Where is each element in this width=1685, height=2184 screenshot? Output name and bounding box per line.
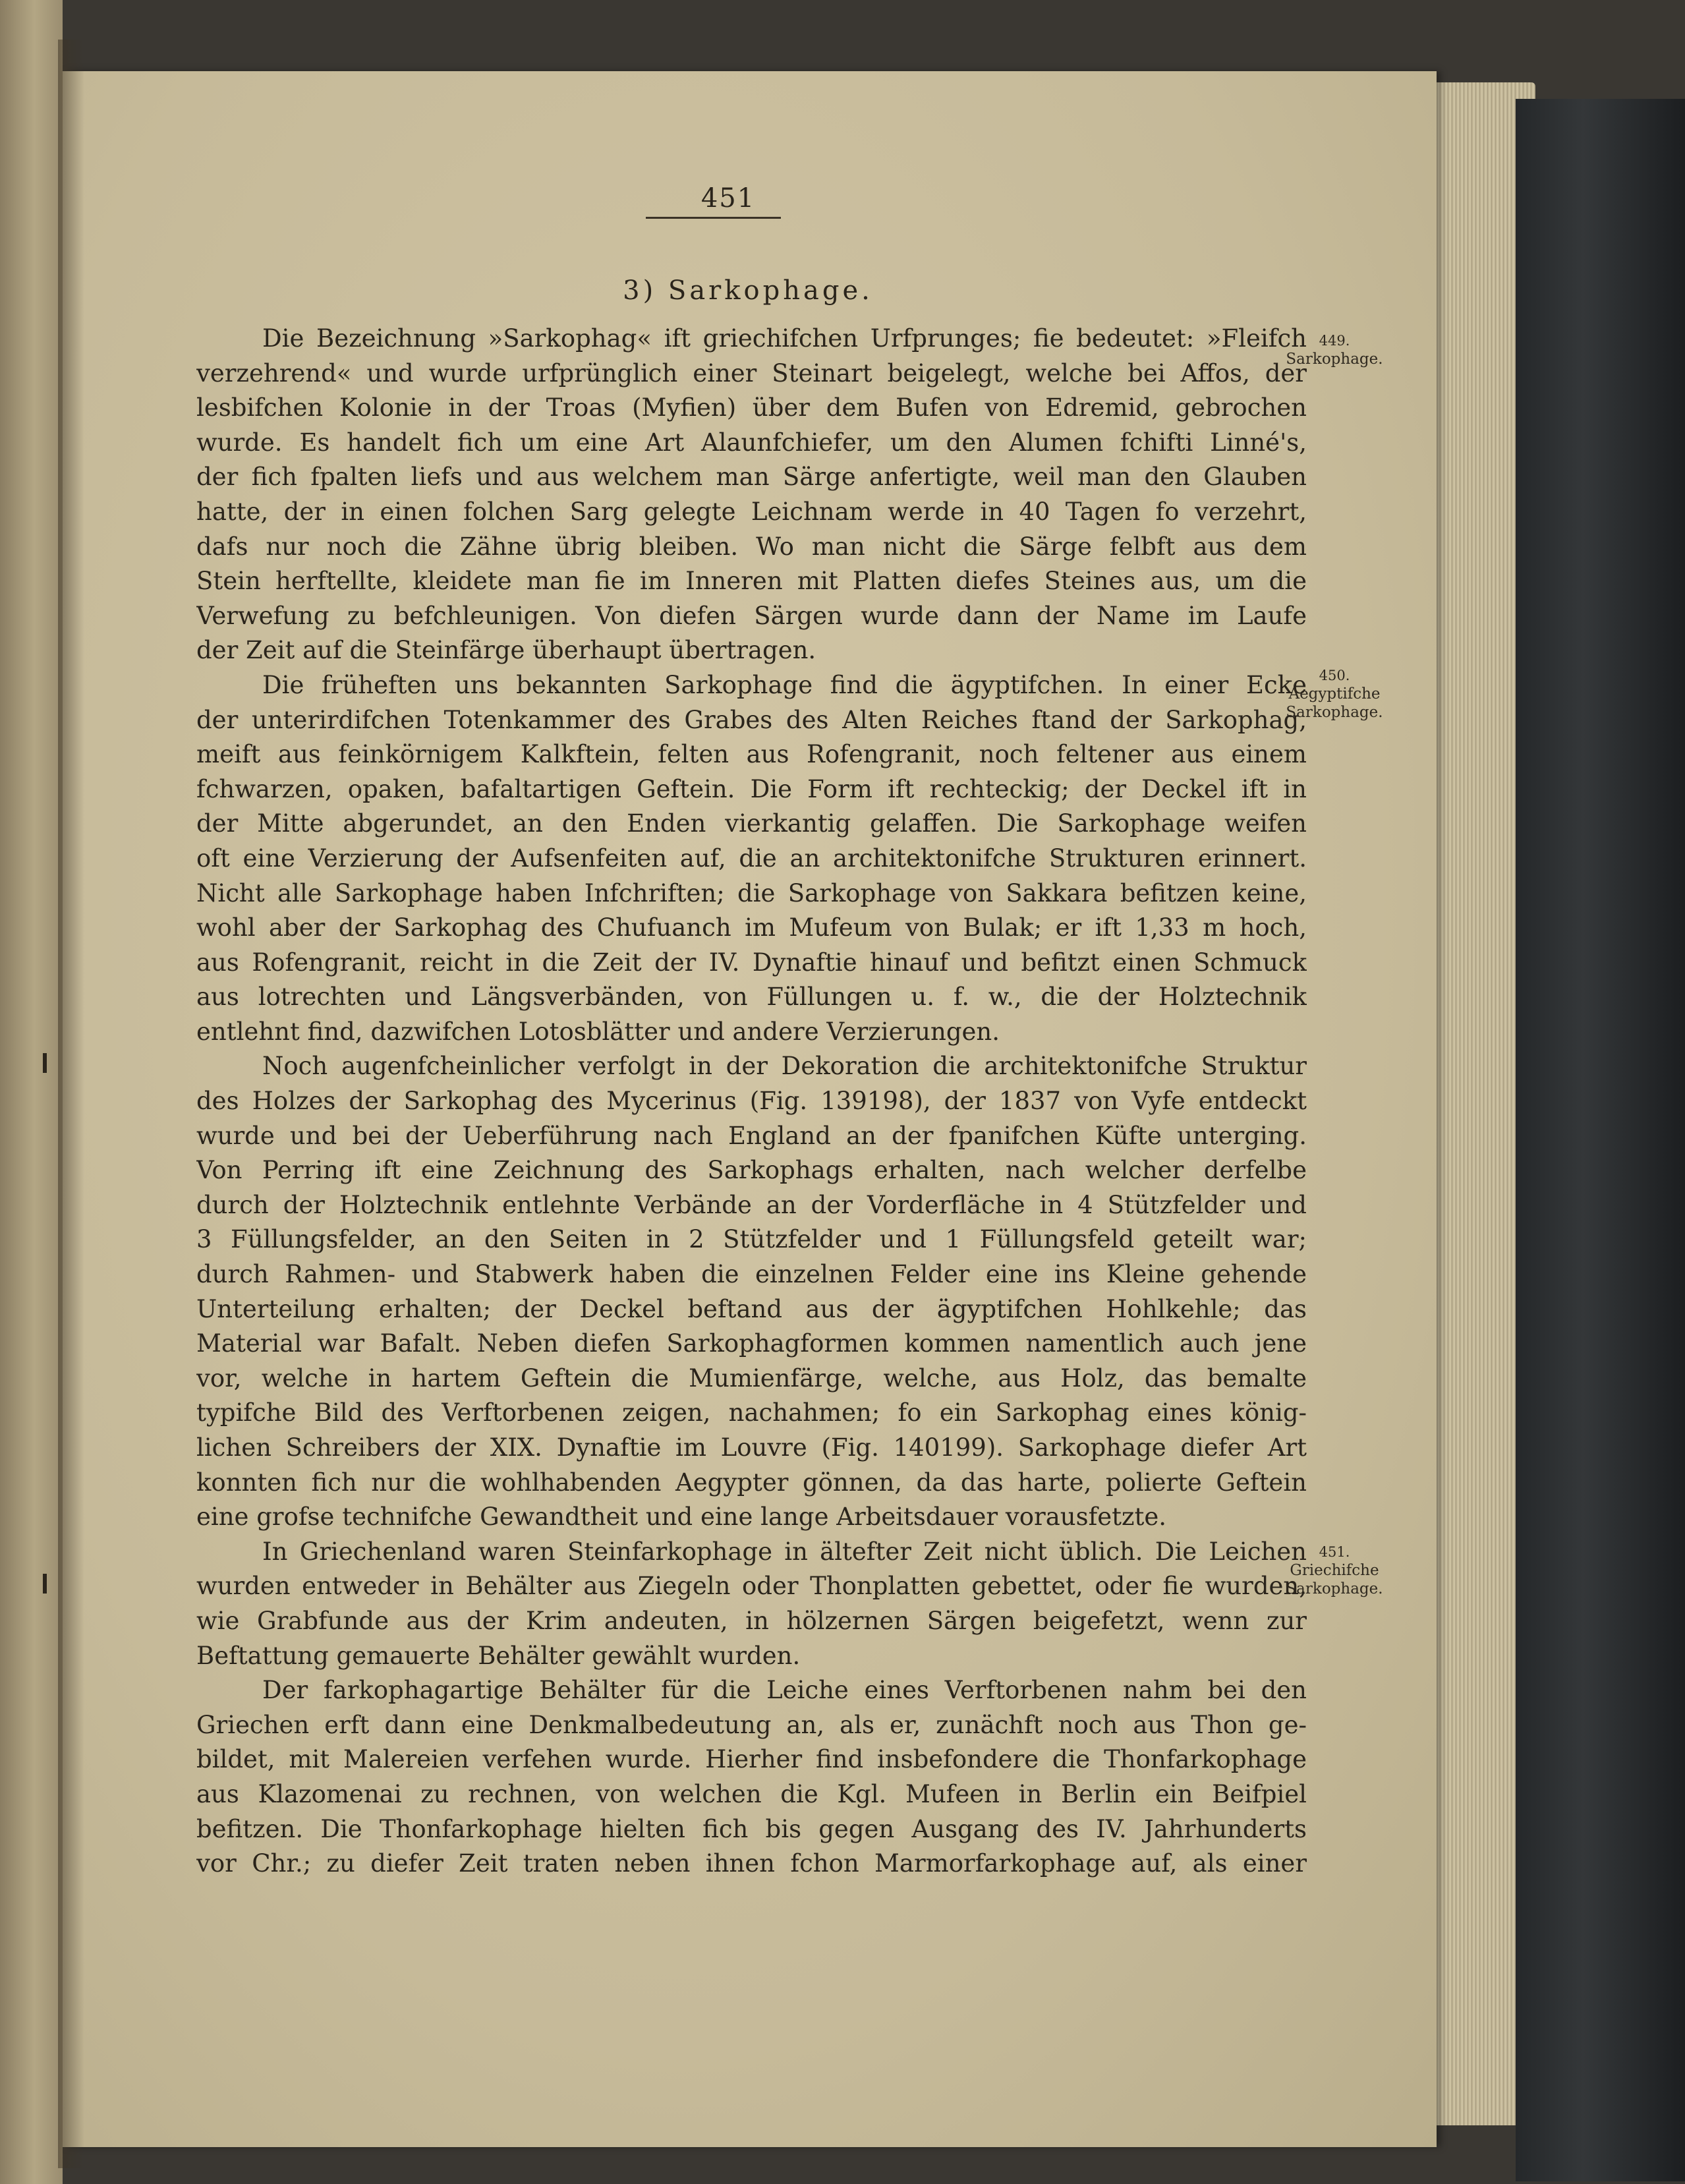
- text-line: verzehrend« und wurde urfprünglich einer Steinart beigelegt, welche bei Affos, der: [196, 359, 1307, 388]
- text-line: Nicht alle Sarkophage haben Infchriften; die Sarkophage von Sakkara befitzen keine,: [196, 878, 1307, 907]
- text-line: wurde und bei der Ueberführung nach England an der fpanifchen Küfte unterging.: [196, 1121, 1307, 1150]
- text-line: aus Klazomenai zu rechnen, von welchen die Kgl. Mufeen in Berlin ein Beifpiel: [196, 1779, 1307, 1808]
- text-line: befitzen. Die Thonfarkophage hielten fich bis gegen Ausgang des IV. Jahrhunderts: [196, 1814, 1307, 1843]
- text-line: aus lotrechten und Längsverbänden, von Füllungen u. f. w., die der Holztechnik: [196, 983, 1307, 1012]
- text-line: Die Bezeichnung »Sarkophag« ift griechifchen Urfprunges; fie bedeutet: »Fleifch: [262, 324, 1307, 353]
- text-line: Die früheften uns bekannten Sarkophage find die ägyptifchen. In einer Ecke: [262, 670, 1307, 699]
- margin-note-line: Griechifche: [1290, 1562, 1379, 1579]
- text-line: Verwefung zu befchleunigen. Von diefen Särgen wurde dann der Name im Laufe: [196, 601, 1307, 630]
- text-line: durch Rahmen- und Stabwerk haben die einzelnen Felder eine ins Kleine gehende: [196, 1260, 1307, 1289]
- paper-mark: [43, 1053, 47, 1073]
- text-line: wurden entweder in Behälter aus Ziegeln oder Thonplatten gebettet, oder fie wurden,: [196, 1572, 1307, 1601]
- text-line: wurde. Es handelt fich um eine Art Alaunfchiefer, um den Alumen fchifti Linné's,: [196, 428, 1307, 457]
- text-line: meift aus feinkörnigem Kalkftein, felten aus Rofengranit, noch feltener aus einem: [196, 740, 1307, 769]
- text-line: des Holzes der Sarkophag des Mycerinus (Fig. 139198), der 1837 von Vyfe entdeckt: [196, 1087, 1307, 1116]
- text-line: hatte, der in einen folchen Sarg gelegte Leichnam werde in 40 Tagen fo verzehrt,: [196, 497, 1307, 526]
- header-rule: [646, 217, 781, 219]
- text-line: konnten fich nur die wohlhabenden Aegypter gönnen, da das harte, polierte Geftein: [196, 1468, 1307, 1497]
- text-line: oft eine Verzierung der Aufsenfeiten auf, die an architektonifche Strukturen erinnert.: [196, 844, 1307, 873]
- margin-note-number: 449.: [1319, 333, 1350, 349]
- margin-note-number: 450.: [1319, 668, 1350, 683]
- text-line: der fich fpalten liefs und aus welchem man Särge anfertigte, weil man den Glauben: [196, 463, 1307, 492]
- text-line: der Mitte abgerundet, an den Enden vierkantig gelaffen. Die Sarkophage weifen: [196, 809, 1307, 838]
- text-line: typifche Bild des Verftorbenen zeigen, nachahmen; fo ein Sarkophag eines könig-: [196, 1398, 1307, 1427]
- text-line: wohl aber der Sarkophag des Chufuanch im Mufeum von Bulak; er ift 1,33 m hoch,: [196, 913, 1307, 942]
- text-line: Stein herftellte, kleidete man fie im Inneren mit Platten diefes Steines aus, um die: [196, 567, 1307, 596]
- text-line: eine grofse technifche Gewandtheit und eine lange Arbeitsdauer vorausfetzte.: [196, 1503, 1167, 1532]
- text-line: fchwarzen, opaken, bafaltartigen Geftein. Die Form ift rechteckig; der Deckel ift in: [196, 774, 1307, 803]
- margin-note-line: Sarkophage.: [1286, 1580, 1383, 1597]
- text-line: der Zeit auf die Steinfärge überhaupt übertragen.: [196, 636, 816, 665]
- text-line: lesbifchen Kolonie in der Troas (Myfien) über dem Bufen von Edremid, gebrochen: [196, 393, 1307, 422]
- text-line: entlehnt find, dazwifchen Lotosblätter und andere Verzierungen.: [196, 1017, 1000, 1046]
- text-line: aus Rofengranit, reicht in die Zeit der IV. Dynaftie hinauf und befitzt einen Schmuck: [196, 948, 1307, 977]
- text-line: Unterteilung erhalten; der Deckel beftand aus der ägyptifchen Hohlkehle; das: [196, 1294, 1307, 1323]
- body-text: [196, 322, 1307, 1882]
- text-line: vor Chr.; zu diefer Zeit traten neben ihnen fchon Marmorfarkophage auf, als einer: [196, 1849, 1307, 1878]
- text-line: der unterirdifchen Totenkammer des Grabes des Alten Reiches ftand der Sarkophag,: [196, 705, 1307, 734]
- text-line: Beftattung gemauerte Behälter gewählt wurden.: [196, 1641, 801, 1670]
- facing-page-edge: [0, 0, 63, 2184]
- text-line: Der farkophagartige Behälter für die Leiche eines Verftorbenen nahm bei den: [262, 1676, 1307, 1705]
- paper-mark: [43, 1574, 47, 1594]
- text-line: Griechen erft dann eine Denkmalbedeutung an, als er, zunächft noch aus Thon ge-: [196, 1710, 1307, 1739]
- margin-note-line: Aegyptifche: [1288, 685, 1381, 703]
- margin-note-number: 451.: [1319, 1544, 1350, 1560]
- text-line: vor, welche in hartem Geftein die Mumienfärge, welche, aus Holz, das bemalte: [196, 1364, 1307, 1393]
- margin-note-line: Sarkophage.: [1286, 704, 1383, 721]
- text-line: Noch augenfcheinlicher verfolgt in der Dekoration die architektonifche Struktur: [262, 1052, 1307, 1081]
- text-line: bildet, mit Malereien verfehen wurde. Hierher find insbefondere die Thonfarkophage: [196, 1745, 1307, 1774]
- text-line: lichen Schreibers der XIX. Dynaftie im Louvre (Fig. 140199). Sarkophage diefer Art: [196, 1433, 1307, 1462]
- text-line: dafs nur noch die Zähne übrig bleiben. Wo man nicht die Särge felbft aus dem: [196, 532, 1307, 561]
- margin-note-line: Sarkophage.: [1286, 351, 1383, 368]
- text-line: wie Grabfunde aus der Krim andeuten, in hölzernen Särgen beigefetzt, wenn zur: [196, 1606, 1307, 1635]
- book-cover: [1516, 99, 1685, 2181]
- text-line: Material war Bafalt. Neben diefen Sarkophagformen kommen namentlich auch jene: [196, 1329, 1307, 1358]
- text-line: 3 Füllungsfelder, an den Seiten in 2 Stützfelder und 1 Füllungsfeld geteilt war;: [196, 1225, 1307, 1254]
- page-number: 451: [700, 183, 756, 214]
- section-title: 3) Sarkophage.: [623, 275, 873, 306]
- book-gutter-shadow: [58, 40, 84, 2168]
- text-line: durch der Holztechnik entlehnte Verbände an der Vorderfläche in 4 Stützfelder und: [196, 1190, 1307, 1219]
- book-page: [63, 71, 1437, 2147]
- text-line: Von Perring ift eine Zeichnung des Sarkophags erhalten, nach welcher derfelbe: [196, 1156, 1307, 1185]
- text-line: In Griechenland waren Steinfarkophage in ältefter Zeit nicht üblich. Die Leichen: [262, 1537, 1307, 1566]
